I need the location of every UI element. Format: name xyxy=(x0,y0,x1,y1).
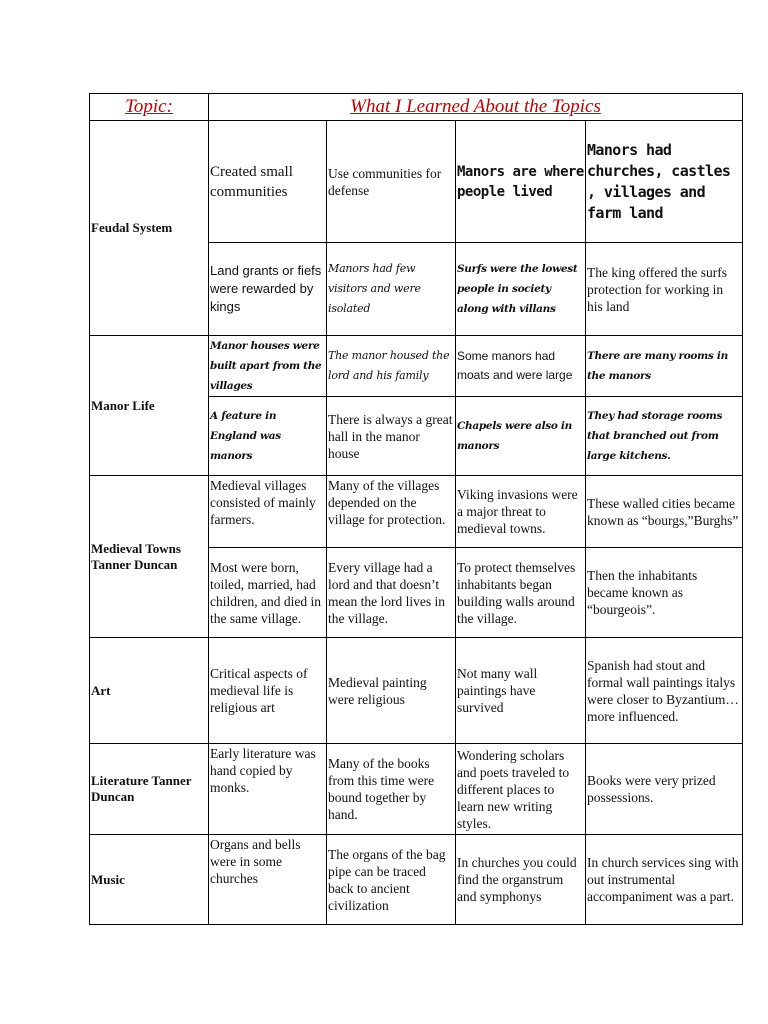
fact-cell: The organs of the bag pipe can be traced back to ancient civilization xyxy=(327,835,456,925)
fact-cell: Then the inhabitants became known as “bourgeois”. xyxy=(586,548,743,638)
fact-cell: Organs and bells were in some churches xyxy=(209,835,327,925)
fact-cell: In church services sing with out instrumental accompaniment was a part. xyxy=(586,835,743,925)
table-row xyxy=(90,121,743,243)
fact-cell: Most were born, toiled, married, had children, and died in the same village. xyxy=(209,548,327,638)
fact-cell: Surfs were the lowest people in society along with villans xyxy=(456,243,586,336)
fact-cell: Many of the villages depended on the village for protection. xyxy=(327,476,456,548)
table-row xyxy=(90,336,743,397)
fact-cell: Some manors had moats and were large xyxy=(456,336,586,397)
topic-cell: Music xyxy=(90,835,209,925)
fact-cell: Every village had a lord and that doesn’t mean the lord lives in the village. xyxy=(327,548,456,638)
fact-cell: The king offered the surfs protection for working in his land xyxy=(586,243,743,336)
table-row xyxy=(90,744,743,835)
table-row xyxy=(90,638,743,744)
fact-cell: There is always a great hall in the manor house xyxy=(327,397,456,476)
fact-cell: The manor housed the lord and his family xyxy=(327,336,456,397)
fact-cell: Land grants or fiefs were rewarded by kings xyxy=(209,243,327,336)
fact-cell: There are many rooms in the manors xyxy=(586,336,743,397)
topic-cell: Literature Tanner Duncan xyxy=(90,744,209,835)
topic-cell: Feudal System xyxy=(90,121,209,336)
fact-cell: Not many wall paintings have survived xyxy=(456,638,586,744)
fact-cell: Wondering scholars and poets traveled to different places to learn new writing styles. xyxy=(456,744,586,835)
fact-cell: Spanish had stout and formal wall paintings italys were closer to Byzantium…more influenced. xyxy=(586,638,743,744)
fact-cell: Early literature was hand copied by monks. xyxy=(209,744,327,835)
fact-cell: Created small communities xyxy=(209,121,327,243)
fact-cell: Chapels were also in manors xyxy=(456,397,586,476)
fact-cell: They had storage rooms that branched out from large kitchens. xyxy=(586,397,743,476)
topics-table xyxy=(89,93,743,925)
topic-cell: Medieval Towns Tanner Duncan xyxy=(90,476,209,638)
topic-cell: Manor Life xyxy=(90,336,209,476)
table-row xyxy=(90,835,743,925)
learned-header: What I Learned About the Topics xyxy=(209,94,743,121)
table-row xyxy=(90,476,743,548)
fact-cell: To protect themselves inhabitants began building walls around the village. xyxy=(456,548,586,638)
fact-cell: Use communities for defense xyxy=(327,121,456,243)
fact-cell: Critical aspects of medieval life is religious art xyxy=(209,638,327,744)
fact-cell: Manors had churches, castles , villages and farm land xyxy=(586,121,743,243)
fact-cell: In churches you could find the organstrum and symphonys xyxy=(456,835,586,925)
fact-cell: These walled cities became known as “bourgs,”Burghs” xyxy=(586,476,743,548)
fact-cell: Many of the books from this time were bound together by hand. xyxy=(327,744,456,835)
fact-cell: Viking invasions were a major threat to medieval towns. xyxy=(456,476,586,548)
header-row xyxy=(90,94,743,121)
topic-header: Topic: xyxy=(90,94,209,121)
fact-cell: Manors had few visitors and were isolated xyxy=(327,243,456,336)
topic-cell: Art xyxy=(90,638,209,744)
fact-cell: Books were very prized possessions. xyxy=(586,744,743,835)
fact-cell: Manor houses were built apart from the villages xyxy=(209,336,327,397)
fact-cell: Medieval painting were religious xyxy=(327,638,456,744)
fact-cell: Manors are where people lived xyxy=(456,121,586,243)
fact-cell: A feature in England was manors xyxy=(209,397,327,476)
fact-cell: Medieval villages consisted of mainly farmers. xyxy=(209,476,327,548)
